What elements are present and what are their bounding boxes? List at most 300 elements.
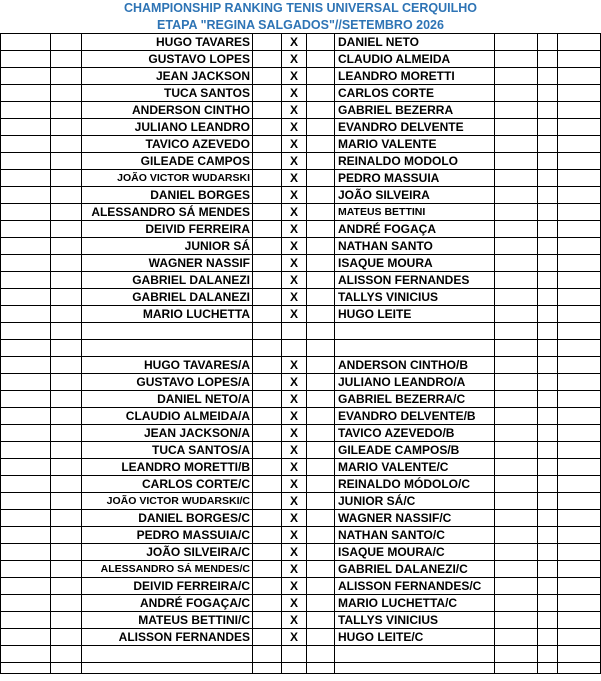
- match-row: [1, 391, 601, 408]
- versus-mark: X: [282, 204, 307, 221]
- empty-cell: [51, 102, 82, 119]
- empty-cell: [495, 663, 538, 674]
- empty-cell: [495, 476, 538, 493]
- empty-cell: [51, 442, 82, 459]
- empty-cell: [538, 612, 558, 629]
- player-right: ALISSON FERNANDES: [335, 272, 495, 289]
- empty-cell: [1, 102, 51, 119]
- empty-cell: [253, 68, 282, 85]
- player-left: JOÃO VICTOR WUDARSKI/C: [82, 493, 253, 510]
- match-row: [1, 34, 601, 51]
- empty-cell: [82, 646, 253, 663]
- player-left: JOÃO VICTOR WUDARSKI: [82, 170, 253, 187]
- empty-cell: [1, 34, 51, 51]
- player-left: DANIEL NETO/A: [82, 391, 253, 408]
- empty-cell: [495, 425, 538, 442]
- empty-cell: [495, 374, 538, 391]
- versus-mark: X: [282, 476, 307, 493]
- empty-cell: [558, 340, 601, 357]
- player-right: ANDERSON CINTHO/B: [335, 357, 495, 374]
- empty-row: [1, 340, 601, 357]
- empty-cell: [307, 34, 335, 51]
- player-right: LEANDRO MORETTI: [335, 68, 495, 85]
- empty-cell: [253, 187, 282, 204]
- empty-cell: [1, 238, 51, 255]
- empty-cell: [51, 289, 82, 306]
- match-row: [1, 289, 601, 306]
- versus-mark: X: [282, 629, 307, 646]
- empty-cell: [558, 170, 601, 187]
- empty-cell: [558, 85, 601, 102]
- empty-cell: [538, 459, 558, 476]
- versus-mark: X: [282, 153, 307, 170]
- empty-cell: [538, 85, 558, 102]
- empty-cell: [253, 51, 282, 68]
- versus-mark: X: [282, 544, 307, 561]
- player-right: HUGO LEITE: [335, 306, 495, 323]
- empty-cell: [253, 170, 282, 187]
- empty-cell: [538, 408, 558, 425]
- empty-cell: [495, 272, 538, 289]
- empty-cell: [253, 119, 282, 136]
- empty-cell: [253, 442, 282, 459]
- match-row: [1, 578, 601, 595]
- empty-cell: [51, 493, 82, 510]
- empty-cell: [558, 34, 601, 51]
- empty-cell: [51, 340, 82, 357]
- match-row: [1, 527, 601, 544]
- player-left: JEAN JACKSON/A: [82, 425, 253, 442]
- empty-cell: [558, 629, 601, 646]
- player-left: HUGO TAVARES/A: [82, 357, 253, 374]
- player-left: LEANDRO MORETTI/B: [82, 459, 253, 476]
- empty-cell: [307, 595, 335, 612]
- versus-mark: X: [282, 238, 307, 255]
- empty-cell: [1, 595, 51, 612]
- empty-cell: [558, 408, 601, 425]
- player-right: MARIO VALENTE/C: [335, 459, 495, 476]
- empty-cell: [495, 34, 538, 51]
- player-left: MARIO LUCHETTA: [82, 306, 253, 323]
- empty-cell: [253, 476, 282, 493]
- empty-cell: [282, 340, 307, 357]
- player-right: DANIEL NETO: [335, 34, 495, 51]
- versus-mark: X: [282, 170, 307, 187]
- player-left: DEIVID FERREIRA/C: [82, 578, 253, 595]
- player-left: HUGO TAVARES: [82, 34, 253, 51]
- versus-mark: X: [282, 119, 307, 136]
- player-right: GILEADE CAMPOS/B: [335, 442, 495, 459]
- empty-cell: [307, 119, 335, 136]
- versus-mark: X: [282, 425, 307, 442]
- match-row: [1, 272, 601, 289]
- empty-cell: [51, 85, 82, 102]
- match-row: [1, 595, 601, 612]
- empty-cell: [538, 51, 558, 68]
- empty-cell: [558, 119, 601, 136]
- empty-cell: [253, 289, 282, 306]
- player-right: TALLYS VINICIUS: [335, 289, 495, 306]
- sheet-title: CHAMPIONSHIP RANKING TENIS UNIVERSAL CERQUILHO: [123, 1, 478, 15]
- player-right: TAVICO AZEVEDO/B: [335, 425, 495, 442]
- empty-cell: [495, 187, 538, 204]
- player-left: TUCA SANTOS/A: [82, 442, 253, 459]
- empty-cell: [282, 323, 307, 340]
- empty-cell: [282, 646, 307, 663]
- empty-cell: [253, 561, 282, 578]
- empty-cell: [307, 306, 335, 323]
- empty-cell: [307, 289, 335, 306]
- empty-cell: [1, 374, 51, 391]
- empty-cell: [558, 374, 601, 391]
- empty-cell: [495, 153, 538, 170]
- match-row: [1, 544, 601, 561]
- empty-cell: [253, 136, 282, 153]
- empty-cell: [538, 493, 558, 510]
- empty-cell: [335, 646, 495, 663]
- empty-cell: [51, 646, 82, 663]
- empty-cell: [558, 510, 601, 527]
- empty-cell: [538, 306, 558, 323]
- empty-cell: [558, 391, 601, 408]
- player-right: JOÃO SILVEIRA: [335, 187, 495, 204]
- player-left: MATEUS BETTINI/C: [82, 612, 253, 629]
- empty-cell: [495, 459, 538, 476]
- player-left: ALESSANDRO SÁ MENDES: [82, 204, 253, 221]
- empty-cell: [307, 238, 335, 255]
- empty-cell: [51, 459, 82, 476]
- empty-cell: [253, 272, 282, 289]
- empty-cell: [51, 510, 82, 527]
- empty-cell: [307, 85, 335, 102]
- empty-cell: [558, 442, 601, 459]
- empty-cell: [253, 374, 282, 391]
- player-left: WAGNER NASSIF: [82, 255, 253, 272]
- versus-mark: X: [282, 51, 307, 68]
- match-row: [1, 561, 601, 578]
- match-row: [1, 238, 601, 255]
- player-right: MATEUS BETTINI: [335, 204, 495, 221]
- empty-cell: [538, 391, 558, 408]
- empty-cell: [558, 646, 601, 663]
- empty-cell: [51, 170, 82, 187]
- empty-cell: [538, 102, 558, 119]
- empty-cell: [558, 51, 601, 68]
- versus-mark: X: [282, 408, 307, 425]
- player-right: GABRIEL DALANEZI/C: [335, 561, 495, 578]
- match-row: [1, 170, 601, 187]
- versus-mark: X: [282, 561, 307, 578]
- empty-cell: [1, 187, 51, 204]
- empty-cell: [538, 442, 558, 459]
- empty-cell: [558, 306, 601, 323]
- match-row: [1, 612, 601, 629]
- empty-cell: [253, 510, 282, 527]
- empty-cell: [538, 646, 558, 663]
- match-row: [1, 102, 601, 119]
- player-left: ANDRÉ FOGAÇA/C: [82, 595, 253, 612]
- player-left: DEIVID FERREIRA: [82, 221, 253, 238]
- empty-cell: [538, 629, 558, 646]
- empty-cell: [1, 510, 51, 527]
- empty-cell: [307, 357, 335, 374]
- empty-cell: [558, 663, 601, 674]
- empty-cell: [307, 476, 335, 493]
- empty-cell: [538, 595, 558, 612]
- empty-cell: [1, 221, 51, 238]
- versus-mark: X: [282, 595, 307, 612]
- match-table: [0, 33, 601, 674]
- empty-cell: [307, 459, 335, 476]
- empty-cell: [253, 391, 282, 408]
- player-left: GUSTAVO LOPES: [82, 51, 253, 68]
- empty-cell: [538, 510, 558, 527]
- empty-cell: [253, 612, 282, 629]
- empty-cell: [1, 306, 51, 323]
- empty-cell: [558, 323, 601, 340]
- empty-cell: [495, 306, 538, 323]
- empty-cell: [558, 561, 601, 578]
- empty-cell: [253, 153, 282, 170]
- empty-row: [1, 323, 601, 340]
- empty-cell: [253, 102, 282, 119]
- empty-cell: [495, 255, 538, 272]
- match-row: [1, 629, 601, 646]
- empty-cell: [495, 646, 538, 663]
- empty-cell: [307, 374, 335, 391]
- match-row: [1, 357, 601, 374]
- empty-cell: [1, 204, 51, 221]
- player-left: ALESSANDRO SÁ MENDES/C: [82, 561, 253, 578]
- empty-cell: [538, 289, 558, 306]
- empty-cell: [1, 255, 51, 272]
- player-left: ANDERSON CINTHO: [82, 102, 253, 119]
- empty-cell: [495, 289, 538, 306]
- empty-cell: [82, 663, 253, 674]
- empty-cell: [495, 629, 538, 646]
- empty-cell: [558, 493, 601, 510]
- empty-cell: [1, 289, 51, 306]
- empty-cell: [558, 153, 601, 170]
- empty-cell: [558, 357, 601, 374]
- empty-cell: [538, 238, 558, 255]
- empty-cell: [538, 527, 558, 544]
- empty-cell: [495, 561, 538, 578]
- empty-cell: [307, 510, 335, 527]
- empty-cell: [495, 527, 538, 544]
- empty-cell: [558, 544, 601, 561]
- empty-cell: [51, 357, 82, 374]
- match-row: [1, 255, 601, 272]
- versus-mark: X: [282, 289, 307, 306]
- empty-cell: [51, 595, 82, 612]
- empty-cell: [538, 578, 558, 595]
- empty-cell: [1, 119, 51, 136]
- empty-cell: [307, 136, 335, 153]
- empty-cell: [51, 187, 82, 204]
- empty-cell: [1, 51, 51, 68]
- versus-mark: X: [282, 527, 307, 544]
- empty-cell: [538, 357, 558, 374]
- empty-cell: [558, 102, 601, 119]
- player-right: JUNIOR SÁ/C: [335, 493, 495, 510]
- empty-cell: [495, 238, 538, 255]
- empty-cell: [253, 238, 282, 255]
- empty-cell: [1, 272, 51, 289]
- empty-cell: [51, 476, 82, 493]
- empty-cell: [307, 425, 335, 442]
- empty-cell: [495, 544, 538, 561]
- empty-cell: [307, 527, 335, 544]
- empty-cell: [51, 204, 82, 221]
- match-row: [1, 425, 601, 442]
- empty-cell: [538, 663, 558, 674]
- match-row: [1, 51, 601, 68]
- player-left: ALISSON FERNANDES: [82, 629, 253, 646]
- empty-cell: [495, 340, 538, 357]
- empty-cell: [1, 323, 51, 340]
- player-right: ANDRÉ FOGAÇA: [335, 221, 495, 238]
- empty-cell: [538, 136, 558, 153]
- empty-cell: [335, 340, 495, 357]
- empty-cell: [495, 391, 538, 408]
- versus-mark: X: [282, 272, 307, 289]
- versus-mark: X: [282, 85, 307, 102]
- versus-mark: X: [282, 442, 307, 459]
- empty-cell: [253, 527, 282, 544]
- player-right: NATHAN SANTO/C: [335, 527, 495, 544]
- empty-cell: [1, 442, 51, 459]
- match-row: [1, 68, 601, 85]
- empty-cell: [51, 663, 82, 674]
- empty-cell: [51, 527, 82, 544]
- versus-mark: X: [282, 306, 307, 323]
- player-right: CARLOS CORTE: [335, 85, 495, 102]
- versus-mark: X: [282, 374, 307, 391]
- player-right: GABRIEL BEZERRA: [335, 102, 495, 119]
- empty-cell: [253, 204, 282, 221]
- player-right: REINALDO MÓDOLO/C: [335, 476, 495, 493]
- match-row: [1, 306, 601, 323]
- player-left: JEAN JACKSON: [82, 68, 253, 85]
- empty-cell: [51, 374, 82, 391]
- empty-cell: [1, 544, 51, 561]
- empty-cell: [51, 408, 82, 425]
- empty-cell: [335, 323, 495, 340]
- empty-cell: [1, 170, 51, 187]
- versus-mark: X: [282, 459, 307, 476]
- empty-cell: [538, 340, 558, 357]
- empty-cell: [307, 153, 335, 170]
- empty-cell: [51, 34, 82, 51]
- empty-cell: [1, 68, 51, 85]
- player-right: REINALDO MODOLO: [335, 153, 495, 170]
- empty-cell: [51, 391, 82, 408]
- empty-cell: [558, 527, 601, 544]
- empty-cell: [51, 272, 82, 289]
- empty-cell: [1, 85, 51, 102]
- player-left: CLAUDIO ALMEIDA/A: [82, 408, 253, 425]
- empty-cell: [538, 170, 558, 187]
- empty-cell: [538, 34, 558, 51]
- versus-mark: X: [282, 34, 307, 51]
- player-right: NATHAN SANTO: [335, 238, 495, 255]
- empty-cell: [307, 255, 335, 272]
- player-left: DANIEL BORGES: [82, 187, 253, 204]
- sheet-subtitle: ETAPA "REGINA SALGADOS"//SETEMBRO 2026: [157, 18, 444, 32]
- empty-cell: [538, 187, 558, 204]
- versus-mark: X: [282, 391, 307, 408]
- empty-cell: [51, 629, 82, 646]
- empty-cell: [307, 323, 335, 340]
- empty-cell: [253, 221, 282, 238]
- match-row: [1, 510, 601, 527]
- match-row: [1, 374, 601, 391]
- empty-cell: [538, 425, 558, 442]
- empty-cell: [253, 306, 282, 323]
- empty-cell: [51, 153, 82, 170]
- match-row: [1, 187, 601, 204]
- empty-cell: [558, 595, 601, 612]
- versus-mark: X: [282, 136, 307, 153]
- empty-cell: [51, 136, 82, 153]
- empty-row: [1, 646, 601, 663]
- empty-cell: [538, 561, 558, 578]
- empty-cell: [253, 323, 282, 340]
- empty-cell: [1, 527, 51, 544]
- empty-cell: [253, 408, 282, 425]
- empty-cell: [82, 323, 253, 340]
- empty-cell: [558, 204, 601, 221]
- empty-cell: [307, 391, 335, 408]
- empty-cell: [253, 646, 282, 663]
- versus-mark: X: [282, 510, 307, 527]
- empty-cell: [253, 629, 282, 646]
- empty-cell: [51, 425, 82, 442]
- empty-cell: [558, 187, 601, 204]
- empty-cell: [495, 136, 538, 153]
- player-left: TUCA SANTOS: [82, 85, 253, 102]
- empty-cell: [495, 595, 538, 612]
- empty-cell: [558, 425, 601, 442]
- empty-cell: [1, 357, 51, 374]
- empty-cell: [253, 578, 282, 595]
- empty-cell: [495, 51, 538, 68]
- empty-cell: [253, 425, 282, 442]
- empty-cell: [253, 255, 282, 272]
- player-left: JULIANO LEANDRO: [82, 119, 253, 136]
- empty-cell: [495, 204, 538, 221]
- empty-cell: [1, 493, 51, 510]
- empty-cell: [495, 357, 538, 374]
- match-row: [1, 459, 601, 476]
- empty-cell: [307, 51, 335, 68]
- empty-cell: [51, 544, 82, 561]
- versus-mark: X: [282, 221, 307, 238]
- empty-cell: [495, 102, 538, 119]
- empty-cell: [538, 272, 558, 289]
- player-right: MARIO LUCHETTA/C: [335, 595, 495, 612]
- empty-cell: [307, 221, 335, 238]
- empty-cell: [1, 663, 51, 674]
- empty-cell: [1, 561, 51, 578]
- player-right: JULIANO LEANDRO/A: [335, 374, 495, 391]
- player-right: TALLYS VINICIUS: [335, 612, 495, 629]
- empty-cell: [307, 442, 335, 459]
- empty-cell: [495, 510, 538, 527]
- player-left: GUSTAVO LOPES/A: [82, 374, 253, 391]
- empty-cell: [51, 612, 82, 629]
